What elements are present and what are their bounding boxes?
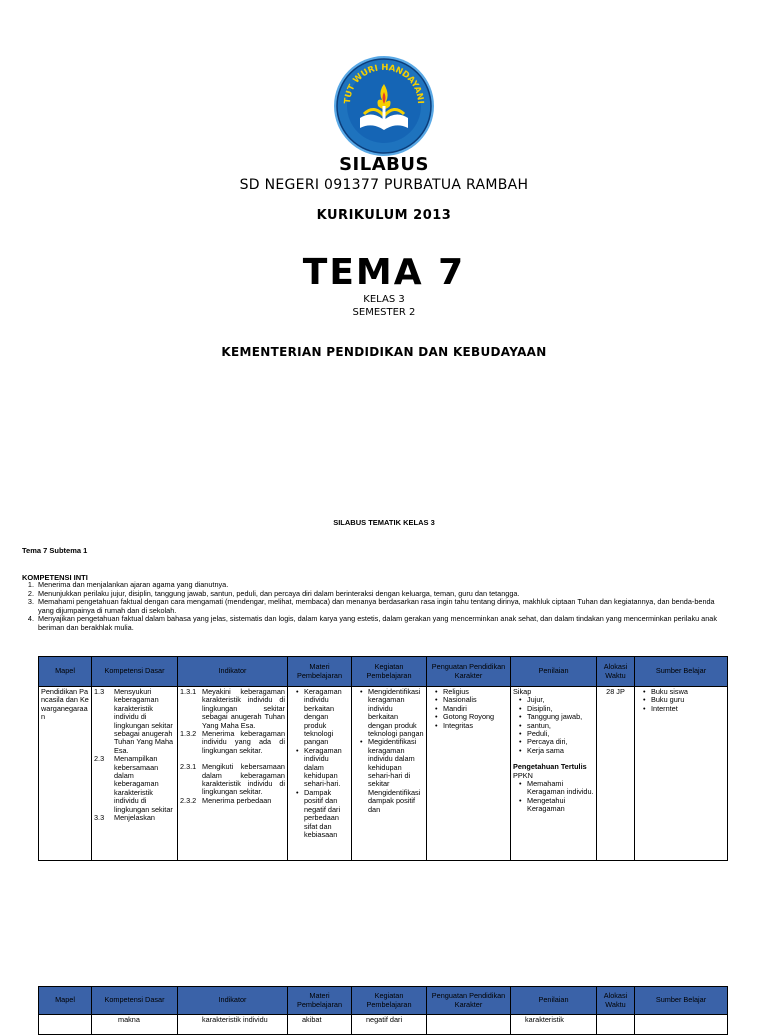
col-header-kd: Kompetensi Dasar [92, 987, 178, 1015]
svg-text:TUT WURI HANDAYANI: TUT WURI HANDAYANI [342, 62, 426, 105]
cell-alokasi [597, 1015, 635, 1035]
col-header-sumber: Sumber Belajar [635, 987, 728, 1015]
cell-kd: 1.3 Mensyukuri keberagaman karakteristik individu di lingkungan sekitar sebagai anugerah Tuhan Yang Maha Esa. 2.3 Menampilkan kebersamaan dalam keberagaman karakteristik individu di lingkungan sekitar 3.3 Menjelaskan [92, 687, 178, 861]
cell-kd: makna [92, 1015, 178, 1035]
table-header-row [39, 657, 728, 687]
cell-penguatan [427, 1015, 511, 1035]
cell-mapel: Pendidikan Pancasila dan Kewarganegaraan [39, 687, 92, 861]
col-header-alokasi: Alokasi Waktu [597, 987, 635, 1015]
cell-alokasi: 28 JP [597, 687, 635, 861]
ki-item: 3. Memahami pengetahuan faktual dengan cara mengamati (mendengar, melihat, membaca) dan menanya berdasarkan rasa ingin tahu tentang dirinya, makhluk ciptaan Tuhan dan kegiatannya, dan benda-benda yang dijumpainya di rumah dan di sekolah. [27, 597, 715, 615]
kelas-label: KELAS 3 [363, 294, 405, 305]
cell-penguatan: • Religius • Nasionalis • Mandiri • Gotong Royong • Integritas [427, 687, 511, 861]
logo-emblem [332, 54, 436, 158]
col-header-indikator: Indikator [178, 987, 288, 1015]
col-header-kegiatan: Kegiatan Pembelajaran [352, 987, 427, 1015]
tut-wuri-handayani-logo [332, 54, 436, 158]
col-header-mapel: Mapel [39, 657, 92, 687]
col-header-alokasi: Alokasi Waktu [597, 657, 635, 687]
cell-materi: akibat [288, 1015, 352, 1035]
silabus-title: SILABUS [339, 154, 429, 175]
kompetensi-inti-heading: KOMPETENSI INTI [22, 573, 88, 582]
ki-item: 4. Menyajikan pengetahuan faktual dalam bahasa yang jelas, sistematis dan logis, dalam karya yang estetis, dalam gerakan yang mencerminkan anak sehat, dan dalam tindakan yang mencerminkan perilaku anak beriman dan berakhlak mulia. [27, 614, 718, 632]
col-header-penilaian: Penilaian [511, 987, 597, 1015]
kompetensi-inti-list [22, 581, 722, 633]
ki-item: 2. Menunjukkan perilaku jujur, disiplin, tanggung jawab, santun, peduli, dan percaya diri dalam berinteraksi dengan keluarga, teman, guru dan tetangga. [27, 588, 520, 598]
cell-penilaian: Sikap • Jujur, • Disiplin, • Tanggung jawab, • santun, • Peduli, • Percaya diri, • Kerja sama Pengetahuan Tertulis PPKN • Memahami Keragaman individu. • Mengetahui Keragaman [511, 687, 597, 861]
semester-label: SEMESTER 2 [352, 307, 416, 318]
table-row [39, 687, 728, 861]
table-header-row [39, 987, 728, 1015]
cell-penilaian: karakteristik [511, 1015, 597, 1035]
silabus-tematik-heading: SILABUS TEMATIK KELAS 3 [333, 518, 435, 527]
ki-item: 1. Menerima dan menjalankan ajaran agama yang dianutnya. [27, 580, 229, 589]
cell-indikator: karakteristik individu [178, 1015, 288, 1035]
silabus-table [38, 656, 728, 861]
col-header-sumber: Sumber Belajar [635, 657, 728, 687]
col-header-penguatan: Penguatan Pendidikan Karakter [427, 657, 511, 687]
tema-title: TEMA 7 [302, 252, 466, 293]
col-header-kegiatan: Kegiatan Pembelajaran [352, 657, 427, 687]
col-header-mapel: Mapel [39, 987, 92, 1015]
cell-kegiatan: negatif dari [352, 1015, 427, 1035]
cell-indikator: 1.3.1 Meyakini keberagaman karakteristik individu di lingkungan sekitar sebagai anugerah Tuhan Yang Maha Esa. 1.3.2 Menerima keberagaman individu yang ada di lingkungan sekitar. 2.3.1 Mengikuti kebersamaan dalam keberagaman karakteristik individu di lingkungan sekitar. 2.3.2 Menerima perbedaan [178, 687, 288, 861]
col-header-indikator: Indikator [178, 657, 288, 687]
col-header-materi: Materi Pembelajaran [288, 657, 352, 687]
col-header-kd: Kompetensi Dasar [92, 657, 178, 687]
cell-sumber [635, 1015, 728, 1035]
silabus-table-continued [38, 986, 728, 1035]
school-name: SD NEGERI 091377 PURBATUA RAMBAH [239, 177, 529, 193]
kurikulum-label: KURIKULUM 2013 [316, 208, 452, 223]
cell-sumber: • Buku siswa • Buku guru • Interntet [635, 687, 728, 861]
subtema-label: Tema 7 Subtema 1 [22, 546, 88, 555]
cell-mapel [39, 1015, 92, 1035]
table-row [39, 1015, 728, 1035]
cell-materi: • Keragaman individu berkaitan dengan produk teknologi pangan • Keragaman individu dalam kehidupan sehari-hari. • Dampak positif dan negatif dari perbedaan sifat dan kebiasaan [288, 687, 352, 861]
cell-kegiatan: • Mengidentifikasi keragaman individu berkaitan dengan produk teknologi pangan • Megidentifikasi keragaman individu dalam kehidupan sehari-hari di sekitar Mengidentifikasi dampak positif dan [352, 687, 427, 861]
kementerian-label: KEMENTERIAN PENDIDIKAN DAN KEBUDAYAAN [221, 345, 547, 359]
col-header-materi: Materi Pembelajaran [288, 987, 352, 1015]
col-header-penilaian: Penilaian [511, 657, 597, 687]
col-header-penguatan: Penguatan Pendidikan Karakter [427, 987, 511, 1015]
